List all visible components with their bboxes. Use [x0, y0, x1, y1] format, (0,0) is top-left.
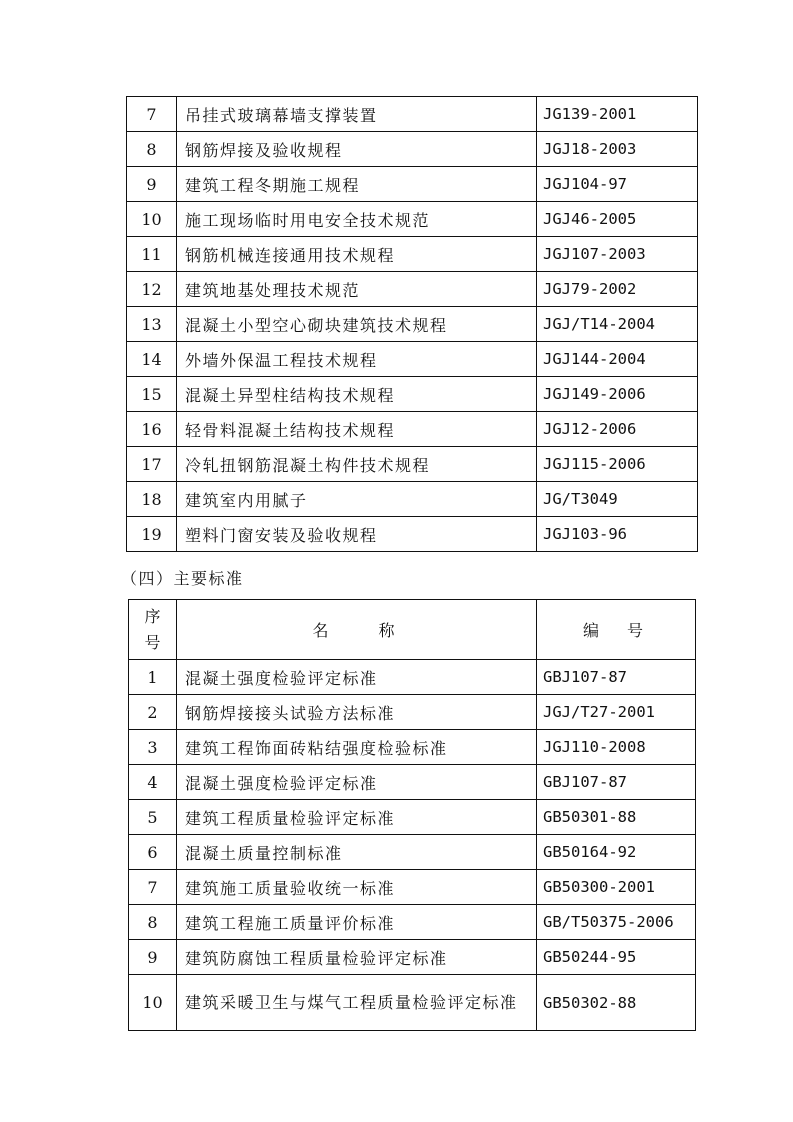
row-standard-code: JGJ144-2004 — [537, 342, 698, 377]
header-serial-number — [129, 600, 177, 660]
row-standard-name: 钢筋机械连接通用技术规程 — [177, 237, 537, 272]
row-standard-code: JGJ12-2006 — [537, 412, 698, 447]
header-code-label: 编 号 — [582, 621, 649, 640]
table-row — [129, 940, 696, 975]
row-standard-code: GB50302-88 — [537, 975, 696, 1031]
row-standard-name: 钢筋焊接接头试验方法标准 — [177, 695, 537, 730]
row-standard-name: 建筑采暖卫生与煤气工程质量检验评定标准 — [177, 975, 537, 1031]
row-standard-code: JGJ110-2008 — [537, 730, 696, 765]
row-standard-code: GB50164-92 — [537, 835, 696, 870]
table-row — [129, 800, 696, 835]
row-standard-name: 混凝土异型柱结构技术规程 — [177, 377, 537, 412]
row-standard-name: 建筑工程施工质量评价标准 — [177, 905, 537, 940]
table-row — [127, 202, 698, 237]
table-row — [129, 835, 696, 870]
main-standards-table-body — [129, 600, 696, 1031]
table-row — [127, 447, 698, 482]
row-standard-name: 混凝土强度检验评定标准 — [177, 660, 537, 695]
row-standard-code: GB/T50375-2006 — [537, 905, 696, 940]
row-serial-number: 3 — [129, 730, 177, 765]
row-standard-name: 施工现场临时用电安全技术规范 — [177, 202, 537, 237]
table-row — [127, 272, 698, 307]
row-standard-code: JGJ115-2006 — [537, 447, 698, 482]
row-serial-number: 5 — [129, 800, 177, 835]
row-standard-name: 吊挂式玻璃幕墙支撑装置 — [177, 97, 537, 132]
table-row — [129, 660, 696, 695]
row-standard-code: JGJ104-97 — [537, 167, 698, 202]
row-serial-number: 12 — [127, 272, 177, 307]
table-row — [127, 342, 698, 377]
row-standard-code: GBJ107-87 — [537, 660, 696, 695]
row-standard-code: JGJ103-96 — [537, 517, 698, 552]
table-row — [127, 377, 698, 412]
row-serial-number: 8 — [129, 905, 177, 940]
row-serial-number: 11 — [127, 237, 177, 272]
row-serial-number: 1 — [129, 660, 177, 695]
row-standard-name: 建筑防腐蚀工程质量检验评定标准 — [177, 940, 537, 975]
row-standard-name: 外墙外保温工程技术规程 — [177, 342, 537, 377]
table-row — [127, 307, 698, 342]
row-serial-number: 7 — [127, 97, 177, 132]
table-row — [129, 870, 696, 905]
row-serial-number: 4 — [129, 765, 177, 800]
table-header-row — [129, 600, 696, 660]
row-standard-code: JGJ/T14-2004 — [537, 307, 698, 342]
row-standard-name: 塑料门窗安装及验收规程 — [177, 517, 537, 552]
table-row — [127, 167, 698, 202]
header-serial-line2: 号 — [144, 632, 161, 652]
row-standard-code: JGJ/T27-2001 — [537, 695, 696, 730]
row-serial-number: 17 — [127, 447, 177, 482]
row-standard-code: JGJ46-2005 — [537, 202, 698, 237]
header-name — [177, 600, 537, 660]
row-serial-number: 14 — [127, 342, 177, 377]
row-standard-code: JGJ107-2003 — [537, 237, 698, 272]
row-serial-number: 16 — [127, 412, 177, 447]
row-standard-name: 混凝土强度检验评定标准 — [177, 765, 537, 800]
standards-table-body — [127, 97, 698, 552]
row-serial-number: 8 — [127, 132, 177, 167]
table-row — [127, 97, 698, 132]
row-standard-name: 混凝土小型空心砌块建筑技术规程 — [177, 307, 537, 342]
table-row — [127, 412, 698, 447]
header-code — [537, 600, 696, 660]
row-serial-number: 10 — [127, 202, 177, 237]
row-serial-number: 6 — [129, 835, 177, 870]
row-serial-number: 9 — [127, 167, 177, 202]
row-serial-number: 18 — [127, 482, 177, 517]
table-row — [127, 482, 698, 517]
section-heading: （四）主要标准 — [121, 569, 244, 588]
table-row — [129, 695, 696, 730]
row-standard-code: JG/T3049 — [537, 482, 698, 517]
main-standards-table — [128, 599, 696, 1031]
table-row — [129, 765, 696, 800]
row-standard-code: JGJ149-2006 — [537, 377, 698, 412]
row-serial-number: 7 — [129, 870, 177, 905]
row-standard-code: JGJ18-2003 — [537, 132, 698, 167]
table-row — [127, 237, 698, 272]
table-row — [129, 730, 696, 765]
row-standard-name: 建筑工程质量检验评定标准 — [177, 800, 537, 835]
row-standard-name: 建筑工程冬期施工规程 — [177, 167, 537, 202]
row-serial-number: 19 — [127, 517, 177, 552]
row-serial-number: 9 — [129, 940, 177, 975]
row-serial-number: 2 — [129, 695, 177, 730]
row-standard-code: JGJ79-2002 — [537, 272, 698, 307]
row-standard-code: GB50300-2001 — [537, 870, 696, 905]
row-standard-code: GBJ107-87 — [537, 765, 696, 800]
row-standard-name: 建筑施工质量验收统一标准 — [177, 870, 537, 905]
row-standard-code: GB50244-95 — [537, 940, 696, 975]
table-row — [129, 905, 696, 940]
row-standard-name: 混凝土质量控制标准 — [177, 835, 537, 870]
header-serial-line1: 序 — [144, 606, 161, 626]
row-standard-code: JG139-2001 — [537, 97, 698, 132]
table-row — [129, 975, 696, 1031]
table-row — [127, 517, 698, 552]
row-standard-name: 钢筋焊接及验收规程 — [177, 132, 537, 167]
row-standard-name: 建筑地基处理技术规范 — [177, 272, 537, 307]
row-serial-number: 13 — [127, 307, 177, 342]
standards-table-continued — [126, 96, 698, 552]
row-serial-number: 15 — [127, 377, 177, 412]
row-standard-name: 建筑室内用腻子 — [177, 482, 537, 517]
row-standard-name: 轻骨料混凝土结构技术规程 — [177, 412, 537, 447]
row-standard-name: 冷轧扭钢筋混凝土构件技术规程 — [177, 447, 537, 482]
row-standard-name: 建筑工程饰面砖粘结强度检验标准 — [177, 730, 537, 765]
table-row — [127, 132, 698, 167]
header-name-label: 名 称 — [312, 621, 401, 640]
row-standard-code: GB50301-88 — [537, 800, 696, 835]
row-serial-number: 10 — [129, 975, 177, 1031]
